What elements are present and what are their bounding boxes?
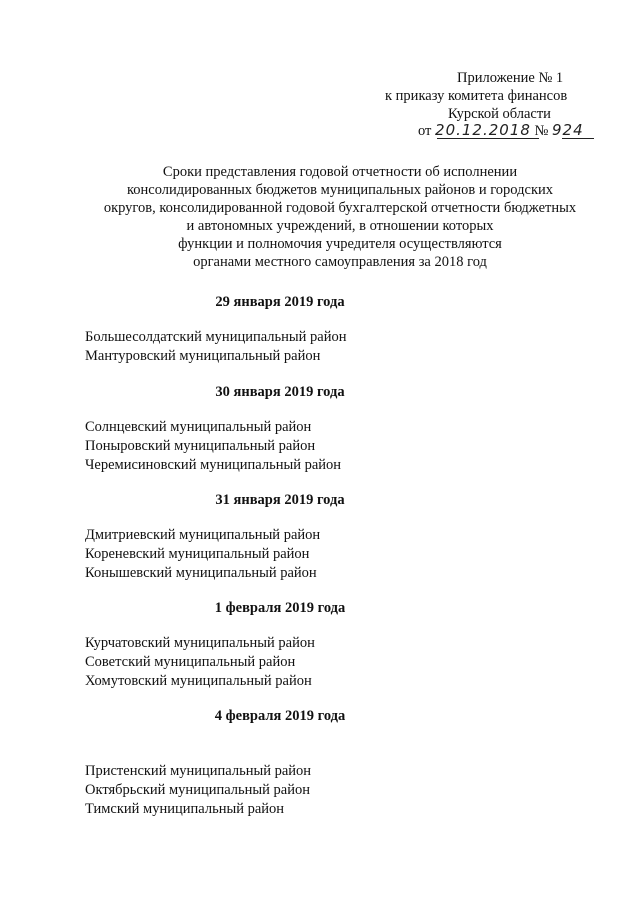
- title-line: округов, консолидированной годовой бухгалтерской отчетности бюджетных: [103, 200, 577, 216]
- district-item: Пристенский муниципальный район: [85, 763, 312, 779]
- title-line: и автономных учреждений, в отношении которых: [186, 218, 494, 234]
- district-item: Черемисиновский муниципальный район: [85, 457, 342, 473]
- district-item: Курчатовский муниципальный район: [85, 635, 315, 651]
- appendix-label: Приложение № 1: [457, 70, 564, 86]
- handwritten-date: 20.12.2018: [435, 121, 531, 139]
- region-label: Курской области: [448, 106, 551, 122]
- deadline-date: 29 января 2019 года: [215, 294, 345, 310]
- title-line: консолидированных бюджетов муниципальных районов и городских: [126, 182, 553, 198]
- deadline-date: 4 февраля 2019 года: [214, 708, 346, 724]
- district-item: Большесолдатский муниципальный район: [85, 329, 347, 345]
- district-item: Октябрьский муниципальный район: [85, 782, 310, 798]
- district-item: Кореневский муниципальный район: [85, 546, 310, 562]
- deadline-date: 31 января 2019 года: [215, 492, 345, 508]
- district-item: Советский муниципальный район: [85, 654, 296, 670]
- district-item: Конышевский муниципальный район: [85, 565, 317, 581]
- district-item: Тимский муниципальный район: [85, 801, 285, 817]
- title-line: функции и полномочия учредителя осуществляются: [178, 236, 502, 252]
- district-item: Поныровский муниципальный район: [85, 438, 316, 454]
- deadline-date: 1 февраля 2019 года: [214, 600, 346, 616]
- district-item: Солнцевский муниципальный район: [85, 419, 312, 435]
- number-prefix: №: [534, 123, 549, 139]
- document-title: [80, 163, 600, 271]
- date-prefix: от: [418, 123, 432, 139]
- handwritten-number: 924: [552, 121, 584, 139]
- district-item: Мантуровский муниципальный район: [85, 348, 321, 364]
- title-line: Сроки представления годовой отчетности об исполнении: [162, 164, 518, 180]
- order-label: к приказу комитета финансов: [385, 88, 568, 104]
- number-underline: [562, 138, 594, 139]
- deadline-date: 30 января 2019 года: [215, 384, 345, 400]
- district-item: Хомутовский муниципальный район: [85, 673, 312, 689]
- date-underline: [437, 138, 539, 139]
- title-line: органами местного самоуправления за 2018 год: [193, 254, 487, 270]
- district-item: Дмитриевский муниципальный район: [85, 527, 321, 543]
